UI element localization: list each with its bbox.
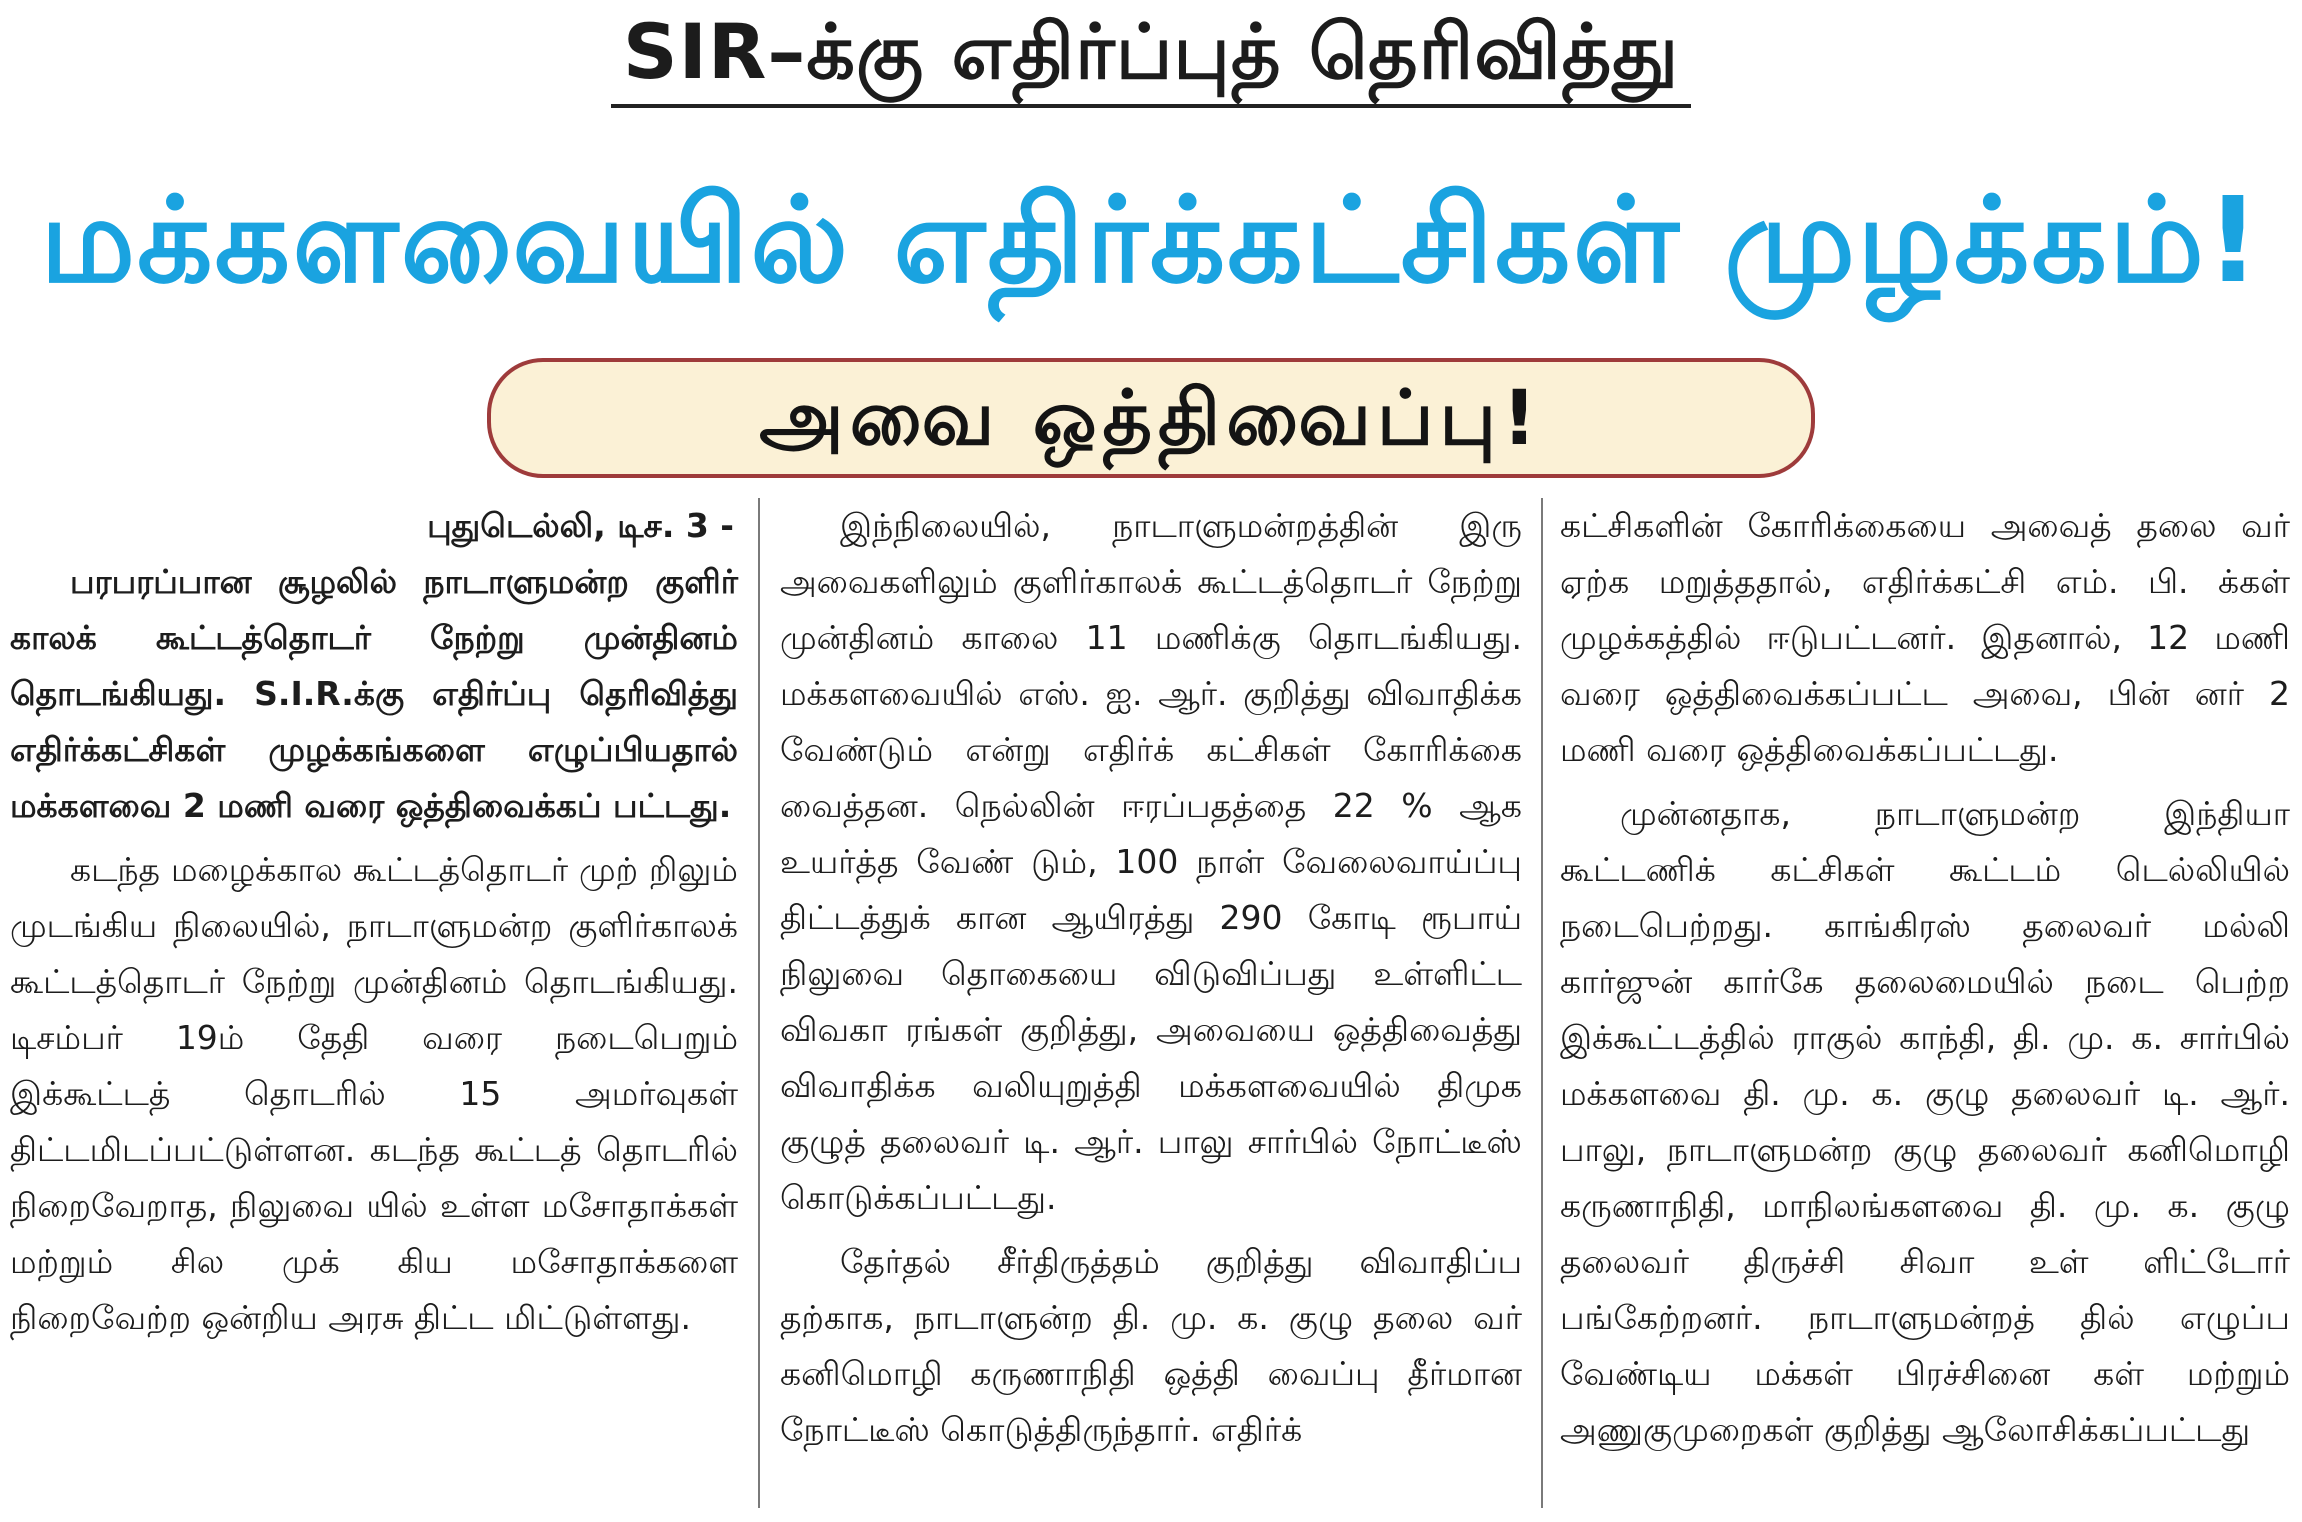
- kicker-headline: SIR–க்கு எதிர்ப்புத் தெரிவித்து: [611, 4, 1691, 108]
- paragraph: கட்சிகளின் கோரிக்கையை அவைத் தலை வர் ஏற்க மறுத்ததால், எதிர்க்கட்சி எம். பி. க்கள் முழக்கத்தில் ஈடுபட்டனர். இதனால், 12 மணி வரை ஒத்திவைக்கப்பட்ட அவை, பின் னர் 2 மணி வரை ஒத்திவைக்கப்பட்டது.: [1560, 506, 2290, 769]
- article-column-2: [780, 498, 1522, 1522]
- article-column-3: [1560, 498, 2290, 1522]
- subhead-wrap: [0, 358, 2302, 478]
- main-headline: மக்களவையில் எதிர்க்கட்சிகள் முழக்கம்!: [40, 171, 2262, 309]
- column-divider: [1541, 498, 1543, 1508]
- lede-paragraph: பரபரப்பான சூழலில் நாடாளுமன்ற குளிர் காலக் கூட்டத்தொடர் நேற்று முன்தினம் தொடங்கியது. S.I.R.க்கு எதிர்ப்பு தெரிவித்து எதிர்க்கட்சிகள் முழக்கங்களை எழுப்பியதால் மக்களவை 2 மணி வரை ஒத்திவைக்கப் பட்டது.: [10, 562, 738, 825]
- kicker-wrap: [0, 4, 2302, 108]
- column-divider: [758, 498, 760, 1508]
- paragraph: முன்னதாக, நாடாளுமன்ற இந்தியா கூட்டணிக் கட்சிகள் கூட்டம் டெல்லியில் நடைபெற்றது. காங்கிரஸ் தலைவர் மல்லி கார்ஜுன் கார்கே தலைமையில் நடை பெற்ற இக்கூட்டத்தில் ராகுல் காந்தி, தி. மு. க. சார்பில் மக்களவை தி. மு. க. குழு தலைவர் டி. ஆர். பாலு, நாடாளுமன்ற குழு தலைவர் கனிமொழி கருணாநிதி, மாநிலங்களவை தி. மு. க. குழு தலைவர் திருச்சி சிவா உள் ளிட்டோர் பங்கேற்றனர். நாடாளுமன்றத் தில் எழுப்ப வேண்டிய மக்கள் பிரச்சினை கள் மற்றும் அணுகுமுறைகள் குறித்து ஆலோசிக்கப்பட்டது: [1560, 794, 2290, 1449]
- paragraph: தேர்தல் சீர்திருத்தம் குறித்து விவாதிப்ப தற்காக, நாடாளுன்ற தி. மு. க. குழு தலை வர் கனிமொழி கருணாநிதி ஒத்தி வைப்பு தீர்மான நோட்டீஸ் கொடுத்திருந்தார். எதிர்க்: [780, 1242, 1522, 1449]
- article-body: [0, 498, 2302, 1522]
- article-column-1: [10, 498, 738, 1522]
- dateline: புதுடெல்லி, டிச. 3 -: [427, 506, 734, 545]
- paragraph: கடந்த மழைக்கால கூட்டத்தொடர் முற் றிலும் முடங்கிய நிலையில், நாடாளுமன்ற குளிர்காலக் கூட்டத்தொடர் நேற்று முன்தினம் தொடங்கியது. டிசம்பர் 19ம் தேதி வரை நடைபெறும் இக்கூட்டத் தொடரில் 15 அமர்வுகள் திட்டமிடப்பட்டுள்ளன. கடந்த கூட்டத் தொடரில் நிறைவேறாத, நிலுவை யில் உள்ள மசோதாக்கள் மற்றும் சில முக் கிய மசோதாக்களை நிறைவேற்ற ஒன்றிய அரசு திட்ட மிட்டுள்ளது.: [10, 850, 738, 1337]
- subhead-badge: அவை ஒத்திவைப்பு!: [487, 358, 1815, 478]
- paragraph: இந்நிலையில், நாடாளுமன்றத்தின் இரு அவைகளிலும் குளிர்காலக் கூட்டத்தொடர் நேற்று முன்தினம் காலை 11 மணிக்கு தொடங்கியது. மக்களவையில் எஸ். ஐ. ஆர். குறித்து விவாதிக்க வேண்டும் என்று எதிர்க் கட்சிகள் கோரிக்கை வைத்தன. நெல்லின் ஈரப்பதத்தை 22 % ஆக உயர்த்த வேண் டும், 100 நாள் வேலைவாய்ப்பு திட்டத்துக் கான ஆயிரத்து 290 கோடி ரூபாய் நிலுவை தொகையை விடுவிப்பது உள்ளிட்ட விவகா ரங்கள் குறித்து, அவையை ஒத்திவைத்து விவாதிக்க வலியுறுத்தி மக்களவையில் திமுக குழுத் தலைவர் டி. ஆர். பாலு சார்பில் நோட்டீஸ் கொடுக்கப்பட்டது.: [780, 506, 1522, 1217]
